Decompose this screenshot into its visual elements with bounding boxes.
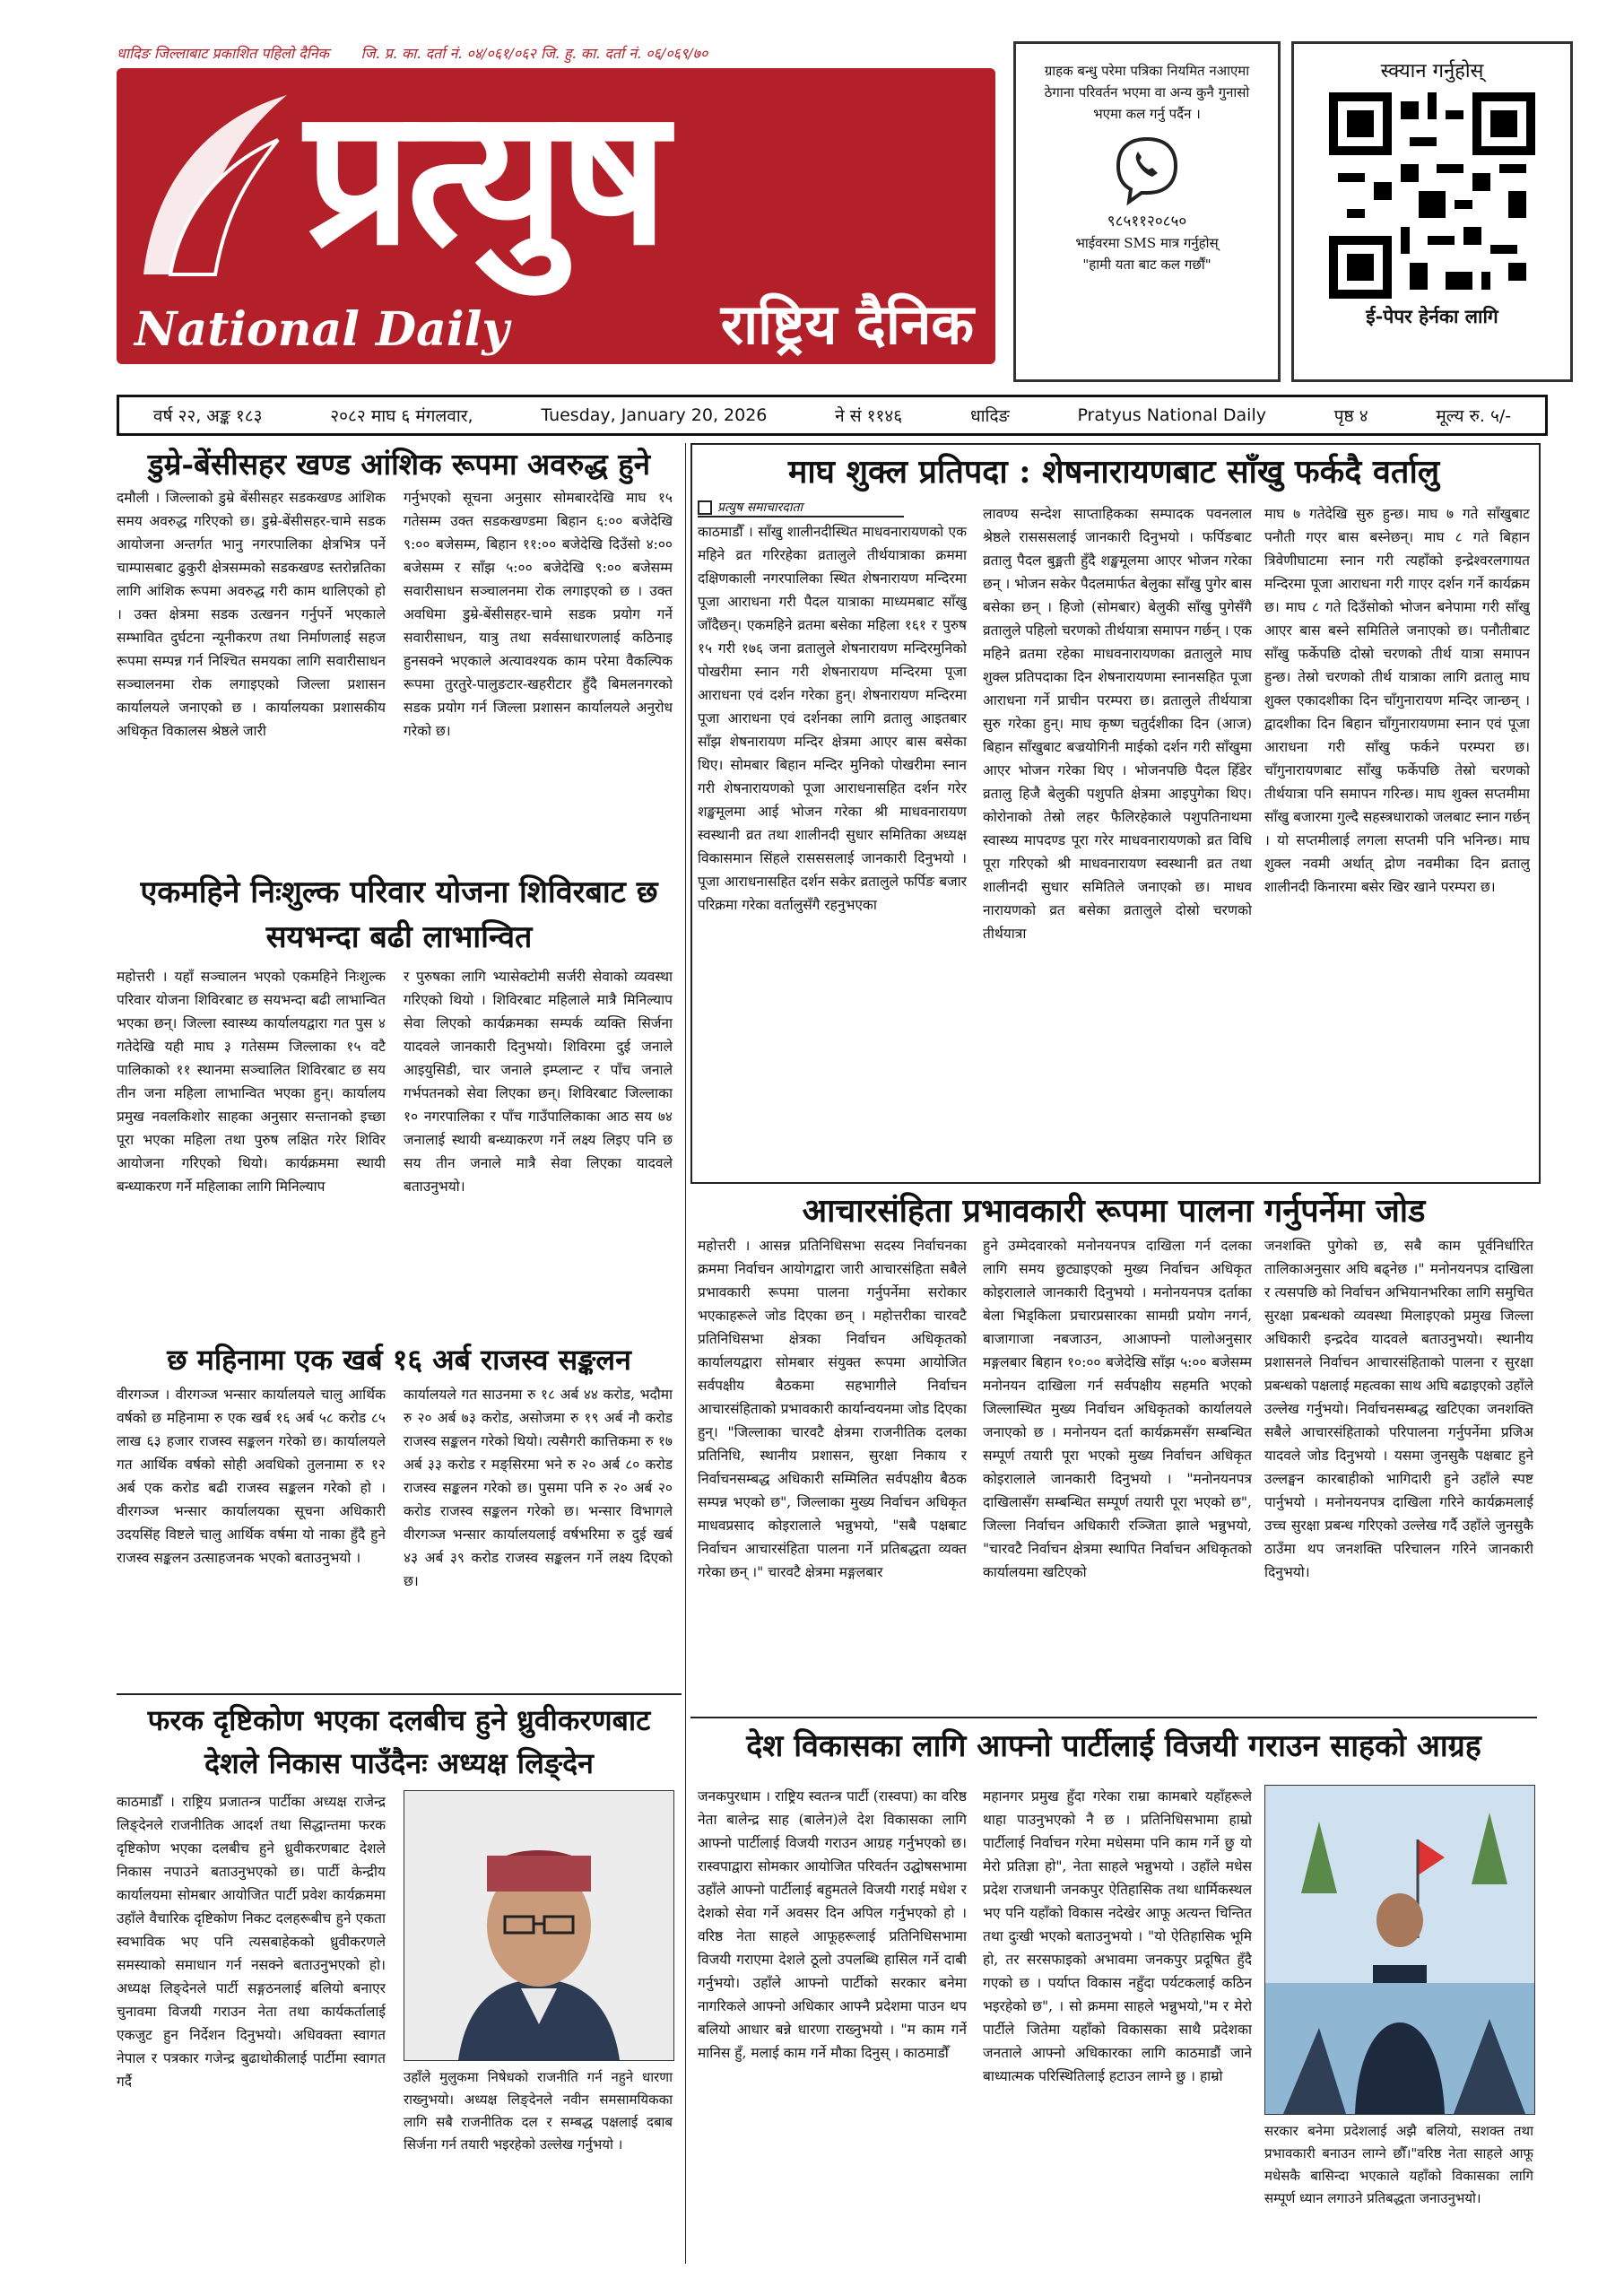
a3-col2: कार्यालयले गत साउनमा रु १८ अर्ब ४४ करोड, भदौमा रु २० अर्ब ७३ करोड, असोजमा रु १९ अर्ब नौ करोड राजस्व सङ्कलन गरेको थियो। त्यसैगरी कात्तिकमा रु १७ अर्ब ३३ करोड र मङ्सिरमा भने रु २० अर्ब ८० करोड राजस्व सङ्कलन गरेको छ। पुसमा पनि रु २० अर्ब २० करोड राजस्व सङ्कलन गरेको छ। भन्सार विभागले वीरगञ्ज भन्सार कार्यालयलाई वर्षभरिमा रु दुई खर्ब ४३ अर्ब ३९ करोड राजस्व सङ्कलन गर्ने लक्ष्य दिएको छ। xyxy=(404,1387,673,1589)
logo-banner xyxy=(117,68,995,364)
notice-phone: ९८५११२०८५० xyxy=(1107,213,1187,230)
a5-byline xyxy=(698,499,904,517)
a7-col2: महानगर प्रमुख हुँदा गरेका राम्रा कामबारे यहाँहरूले थाहा पाउनुभएको नै छ । प्रतिनिधिसभामा हाम्रो पार्टीलाई निर्वाचन गरेमा मधेसमा पनि काम गर्ने छु यो मेरो प्रतिज्ञा हो", नेता साहले भन्नुभयो । उहाँले मधेस प्रदेश राजधानी जनकपुर ऐतिहासिक तथा धार्मिकस्थल भए पनि यहाँको विकास नदेखेर आफू अत्यन्त चिन्तित तथा दुःखी भएको बताउनुभयो । "यो ऐतिहासिक भूमि हो, तर सरसफाइको अभावमा जनकपुर प्रदूषित हुँदै गएको छ । पर्याप्त विकास नहुँदा पर्यटकलाई कठिन भइरहेको छ", । सो क्रममा साहले भन्नुभयो,"म र मेरो पार्टीले जितेमा यहाँको विकासका साथै प्रदेशका जनताले आफ्नो अधिकारका लागि काठमाडौं जाने बाध्यात्मक परिस्थितिलाई हटाउन लाग्ने छु । हाम्रो xyxy=(983,1788,1252,2084)
a7-caption: सरकार बनेमा प्रदेशलाई अझै बलियो, सशक्त तथा प्रभावकारी बनाउन लाग्ने छौँ।"वरिष्ठ नेता साहले आफू मधेसकै बासिन्दा भएकाले यहाँको विकासका लागि सम्पूर्ण ध्यान लगाउने प्रतिबद्धता जनाउनुभयो। xyxy=(1264,2123,1533,2206)
a5-headline: माघ शुक्ल प्रतिपदा : शेषनारायणबाट साँखु फर्कदै वर्तालु xyxy=(787,453,1440,491)
a4-col1: काठमाडौँ । राष्ट्रिय प्रजातन्त्र पार्टीका अध्यक्ष राजेन्द्र लिङ्देनले राजनीतिक आदर्श तथा सिद्धान्तमा फरक दृष्टिकोण भएका दलबीच हुने ध्रुवीकरणबाट देशले निकास नपाउने बताउनुभएको छ। पार्टी केन्द्रीय कार्यालयमा सोमबार आयोजित पार्टी प्रवेश कार्यक्रममा उहाँले वैचारिक दृष्टिकोण निकट दलहरूबीच हुने एकता स्वभाविक भए पनि त्यसबाहेकको ध्रुवीकरणले समस्याको समाधान गर्न नसक्ने बताउनुभएको हो। अध्यक्ष लिङ्देनले पार्टी सङ्गठनलाई बलियो बनाएर चुनावमा विजयी गराउन नेता तथा कार्यकर्तालाई एकजुट हुन निर्देशन दिनुभयो। अधिवक्ता स्वागत नेपाल र पत्रकार गजेन्द्र बुढाथोकीलाई पार्टीमा स्वागत गर्दै xyxy=(117,1794,386,2090)
notice-text: ग्राहक बन्धु परेमा पत्रिका नियमित नआएमा ठेगाना परिवर्तन भएमा वा अन्य कुनै गुनासो भएमा कल गर्नु पर्दैन । xyxy=(1044,63,1250,122)
dateline-paper: Pratyus National Daily xyxy=(1077,405,1266,425)
dateline-volume: वर्ष २२, अङ्क १८३ xyxy=(152,406,263,426)
a7-col1: जनकपुरधाम । राष्ट्रिय स्वतन्त्र पार्टी (रास्वपा) का वरिष्ठ नेता बालेन्द्र साह (बालेन)ले देश विकासका लागि आफ्नो पार्टीलाई विजयी गराउन आग्रह गर्नुभएको छ। रास्वपाद्वारा सोमकार आयोजित परिवर्तन उद्घोषसभामा उहाँले आफ्नो पार्टीलाई बहुमतले विजयी गराई मधेश र देशको सेवा गर्ने अवसर दिन अपिल गर्नुभएको हो । वरिष्ठ नेता साहले आफूहरूलाई प्रतिनिधिसभामा विजयी गराएमा देशले ठूलो उपलब्धि हासिल गर्ने दाबी गर्नुभयो। उहाँले आफ्नो पार्टीको सरकार बनेमा नागरिकले आफ्नो अधिकार आफ्नै प्रदेशमा पाउन थप बलियो आधार बन्ने धारणा राख्नुभयो । "म काम गर्ने मानिस हुँ, मलाई काम गर्ने मौका दिनुस् । काठमाडौँ xyxy=(698,1788,967,2061)
a6-col1: महोत्तरी । आसन्न प्रतिनिधिसभा सदस्य निर्वाचनका क्रममा निर्वाचन आयोगद्वारा जारी आचारसंहिता सबैले प्रभावकारी रूपमा पालना गर्नुपर्नेमा सरोकार भएकाहरूले जोड दिएका छन् । महोत्तरीका चारवटै प्रतिनिधिसभा क्षेत्रका निर्वाचन अधिकृतको कार्यालयद्वारा सोमबार संयुक्त रूपमा आयोजित सर्वपक्षीय बैठकमा सहभागीले निर्वाचन आचारसंहिताको प्रभावकारी कार्यान्वयनमा जोड दिएका हुन्। "जिल्लाका चारवटै क्षेत्रमा राजनीतिक दलका प्रतिनिधि, स्थानीय प्रशासन, सुरक्षा निकाय र निर्वाचनसम्बद्ध अधिकारी सम्मिलित सर्वपक्षीय बैठक सम्पन्न भएको छ", जिल्लाका मुख्य निर्वाचन अधिकृत माधवप्रसाद कोइरालाले भन्नुभयो, "सबै पक्षबाट निर्वाचन आचारसंहिता पालना गर्ने प्रतिबद्धता व्यक्त गरेका छन् ।" चारवटै क्षेत्रमा मङ्गलबार xyxy=(698,1238,967,1580)
a1-col1: दमौली । जिल्लाको डुम्रे बेंसीसहर सडकखण्ड आंशिक समय अवरुद्ध गरिएको छ। डुम्रे-बेंसीसहर-चामे सडक आयोजना अन्तर्गत भानु नगरपालिका क्षेत्रभित्र पर्ने चाम्पासबाट ढुकुरी क्षेत्रसम्मको सडकखण्ड स्तरोन्नतिका लागि आंशिक रूपमा अवरुद्ध गरी काम थालिएको हो । उक्त क्षेत्रमा सडक उत्खनन गर्नुपर्ने भएकाले सम्भावित दुर्घटना न्यूनीकरण तथा निर्माणलाई सहज रूपमा सम्पन्न गर्न निश्चित समयका लागि सवारीसाधन सञ्चालनमा रोक लगाइएको जिल्ला प्रशासन कार्यालयले जनाएको छ । कार्यालयका प्रशासकीय अधिकृत विकालस श्रेष्ठले जारी xyxy=(117,490,386,739)
masthead-logo xyxy=(117,68,995,364)
notice-box xyxy=(1013,41,1281,382)
dateline-date-en: Tuesday, January 20, 2026 xyxy=(541,405,768,425)
a7-photo-rally xyxy=(1264,1785,1535,2115)
a2-col2: र पुरुषका लागि भ्यासेक्टोमी सर्जरी सेवाको व्यवस्था गरिएको थियो । शिविरबाट महिलाले मात्रै मिनिल्याप सेवा लिएको कार्यक्रमका सम्पर्क व्यक्ति सिर्जना यादवले जानकारी दिनुभयो। शिविरमा दुई जनाले आइयुसिडी, चार जनाले इम्प्लान्ट र पाँच जनाले गर्भपतनको सेवा लिएका छन्। शिविरबाट जिल्लाका १० नगरपालिका र पाँच गाउँपालिकाका आठ सय ७४ जनालाई स्थायी बन्ध्याकरण गर्ने लक्ष्य लिइए पनि छ सय तीन जनाले मात्रै सेवा लिएका यादवले बताउनुभयो। xyxy=(404,969,673,1195)
a2-col1: महोत्तरी । यहाँ सञ्चालन भएको एकमहिने निःशुल्क परिवार योजना शिविरबाट छ सयभन्दा बढी लाभान्वित भएका छन्। जिल्ला स्वास्थ्य कार्यालयद्वारा गत पुस ४ गतेदेखि यही माघ ३ गतेसम्म जिल्लाका १५ वटै पालिकाको ११ स्थानमा सञ्चालित शिविरबाट छ सय तीन जना महिला लाभान्वित भएका हुन्। कार्यालय प्रमुख नवलकिशोर साहका अनुसार सन्तानको इच्छा पूरा भएका महिला तथा पुरुष लक्षित गरेर शिविर आयोजना गरिएको थियो। कार्यक्रममा स्थायी बन्ध्याकरण गर्ने महिलाका लागि मिनिल्याप xyxy=(117,969,386,1195)
dateline-page: पृष्ठ ४ xyxy=(1333,406,1368,426)
logo-english: National Daily xyxy=(135,302,509,357)
masthead-tagline-row xyxy=(117,43,995,63)
a6-headline: आचारसंहिता प्रभावकारी रूपमा पालना गर्नुपर्नेमा जोड xyxy=(802,1192,1426,1230)
qr-title: स्क्यान गर्नुहोस् xyxy=(1380,60,1484,83)
a2-headline: एकमहिने निःशुल्क परिवार योजना शिविरबाट छ सयभन्दा बढी लाभान्वित xyxy=(140,874,658,955)
dateline-bar xyxy=(117,395,1548,436)
notice-slogan: "हामी यता बाट कल गर्छौं" xyxy=(1082,257,1211,273)
a5-col1: काठमाडौँ । साँखु शालीनदीस्थित माधवनारायणको एक महिने व्रत गरिरहेका व्रतालुले तीर्थयात्राका क्रममा दक्षिणकाली नगरपालिका स्थित शेषनारायण मन्दिरमा पूजा आराधना गरी पैदल यात्राका माध्यमबाट साँखु जाँदैछन्। एकमहिने व्रतमा बसेका महिला १६१ र पुरुष १५ गरी १७६ जना व्रतालुले शेषनारायण मन्दिरमुनिको पोखरीमा स्नान गरी शेषनारायण मन्दिरमा पूजा आराधना एवं दर्शन गरेका हुन्। शेषनारायण मन्दिरमा पूजा आराधना एवं दर्शनका लागि व्रतालु आइतबार साँझ शेषनारायण मन्दिर क्षेत्रमा आएर बास बसेका थिए। सोमबार बिहान मन्दिर मुनिको पोखरीमा स्नान गरी शेषनारायणको पूजा आराधनासहित दर्शन गरेर शङ्खमूलमा आई भोजन गरेका श्री माधवनारायण स्वस्थानी व्रत तथा शालीनदी सुधार समितिका अध्यक्ष विकासमान सिंहले रासससलाई जानकारी दिनुभयो । पूजा आराधनासहित दर्शन सकेर व्रतालुले फर्पिङ बजार परिक्रमा गरेका वर्तालुसँगै रहनुभएका xyxy=(698,524,967,913)
dateline-nepal-sambat: ने सं ११४६ xyxy=(835,406,903,426)
dateline-date-np: २०८२ माघ ६ मंगलवार, xyxy=(330,406,473,426)
logo-wordmark: प्रत्युष xyxy=(305,68,664,287)
qr-box xyxy=(1291,41,1573,382)
dateline-price: मूल्य रु. ५/- xyxy=(1436,406,1512,426)
qr-code-icon[interactable] xyxy=(1329,92,1535,299)
a3-col1: वीरगञ्ज । वीरगञ्ज भन्सार कार्यालयले चालु आर्थिक वर्षको छ महिनामा रु एक खर्ब १६ अर्ब ५८ करोड ८५ लाख ६३ हजार राजस्व सङ्कलन गरेको छ। कार्यालयले गत आर्थिक वर्षको सोही अवधिको तुलनामा रु १२ अर्ब एक करोड बढी राजस्व सङ्कलन गरेको हो । वीरगञ्ज भन्सार कार्यालयका सूचना अधिकारी उदयसिंह विष्टले चालु आर्थिक वर्षमा यो नाका हुँदै हुने राजस्व सङ्कलन उत्साहजनक भएको बताउनुभयो । xyxy=(117,1387,386,1566)
a5-byline-text: प्रत्युष समाचारदाता xyxy=(717,500,803,515)
a1-col2: गर्नुभएको सूचना अनुसार सोमबारदेखि माघ १५ गतेसम्म उक्त सडकखण्डमा बिहान ६:०० बजेदेखि ९:०० बजेसम्म, बिहान ११:०० बजेदेखि दिउँसो ४:०० बजेसम्म र साँझ ५:०० बजेदेखि ९:०० बजेसम्म सवारीसाधन सञ्चालनमा रोक लगाइएको छ । उक्त अवधिमा डुम्रे-बेंसीसहर-चामे सडक प्रयोग गर्ने सवारीसाधन, यात्रु तथा सर्वसाधारणलाई कठिनाइ हुनसक्ने भएकाले अत्यावश्यक काम परेमा वैकल्पिक रूपमा तुरतुरे-पालुङटार-खहरीटार हुँदै बिमलनगरको सडक प्रयोग गर्न जिल्ला प्रशासन कार्यालयले अनुरोध गरेको छ। xyxy=(404,490,673,739)
viber-phone-icon xyxy=(1111,134,1183,205)
column-divider xyxy=(685,443,686,2264)
portrait-icon xyxy=(404,1791,673,2060)
rally-photo-icon xyxy=(1265,1786,1534,2114)
a6-col3: जनशक्ति पुगेको छ, सबै काम पूर्वनिर्धारित तालिकाअनुसार अघि बढ्नेछ ।" मनोनयनपत्र दाखिला र त्यसपछि को निर्वाचन अभियानभरिका लागि समुचित सुरक्षा प्रबन्धको व्यवस्था मिलाइएको प्रमुख जिल्ला अधिकारी इन्द्रदेव यादवले बताउनुभयो। स्थानीय प्रशासनले निर्वाचन आचारसंहिताको पालना र सुरक्षा प्रबन्धको पक्षलाई महत्वका साथ अघि बढाइएको उहाँले उल्लेख गर्नुभयो। निर्वाचनसम्बद्ध खटिएका जनशक्ति सबैले आचारसंहिताको परिपालना गर्नुपर्नेमा प्रजिअ यादवले जोड दिनुभयो । यसमा जुनसुकै पक्षबाट हुने उल्लङ्घन कारबाहीको भागिदारी हुने उहाँले स्पष्ट पार्नुभयो । मनोनयनपत्र दाखिला गरिने कार्यक्रमलाई उच्च सुरक्षा प्रबन्ध गरिएको उल्लेख गर्दै उहाँले जुनसुकै ठाउँमा थप जनशक्ति परिचालन गरिने जानकारी दिनुभयो। xyxy=(1264,1238,1533,1580)
dateline-location: धादिङ xyxy=(969,406,1010,426)
a4-top-rule xyxy=(117,1693,682,1695)
qr-caption: ई-पेपर हेर्नका लागि xyxy=(1366,305,1498,327)
wing-icon xyxy=(126,86,296,283)
a4-photo-lingden xyxy=(404,1790,674,2061)
notice-viber-note: भाईवरमा SMS मात्र गर्नुहोस् xyxy=(1075,235,1219,251)
a7-top-rule xyxy=(690,1717,1537,1718)
a5-col2: लावण्य सन्देश साप्ताहिकका सम्पादक पवनलाल श्रेष्ठले रासससलाई जानकारी दिनुभयो । फर्पिङबाट व्रतालु पैदल बुङ्मती हुँदै शङ्खमूलमा आएर भोजन गरेका छन् । भोजन सकेर पैदलमार्फत बेलुका साँखु पुगेर बास बसेका छन् । हिजो (सोमबार) बेलुकी साँखु पुगेसँगै व्रतालुले पहिलो चरणको तीर्थयात्रा समापन गर्छन् । एक महिने व्रतमा रहेका माधवनारायणका व्रतालुले माघ शुक्ल प्रतिपदाका दिन शेषनारायणमा स्नानसहित पूजा आराधना गर्ने प्राचीन परम्परा छ। व्रतालुले तीर्थयात्रा सुरु गरेका हुन्। माघ कृष्ण चतुर्दशीका दिन (आज) बिहान साँखुबाट बज्रयोगिनी माईको दर्शन गरी साँखुमा आएर भोजन गरेका थिए । भोजनपछि पैदल हिँडेर व्रतालु हिजै बेलुकी पशुपति क्षेत्रमा आइपुगेका थिए। कोरोनाको तेस्रो लहर फैलिरहेकाले पशुपतिनाथमा स्वास्थ्य मापदण्ड पूरा गरेर माधवनारायणको व्रत विधि पूरा गरिएको श्री माधवनारायण स्वस्थानी व्रत तथा शालीनदी सुधार समितिले जनाएको छ। माधव नारायणको व्रत बसेका व्रतालुले दोस्रो चरणको तीर्थयात्रा xyxy=(983,506,1252,942)
a5-col3: माघ ७ गतेदेखि सुरु हुन्छ। माघ ७ गते साँखुबाट पनौती गएर बास बस्नेछन्। माघ ८ गते बिहान त्रिवेणीघाटमा स्नान गरी त्यहाँको इन्द्रेश्वरलगायत मन्दिरमा पूजा आराधना गरी गाएर दर्शन गर्ने कार्यक्रम छ। माघ ८ गते दिउँसोको भोजन बनेपामा गरी साँखु आएर बास बस्ने समितिले जनाएको छ। पनौतीबाट साँखु फर्केपछि दोस्रो चरणको तीर्थ यात्रा समापन हुन्छ। तेस्रो चरणको तीर्थ यात्राका लागि व्रतालु माघ शुक्ल एकादशीका दिन चाँगुनारायण मन्दिर जान्छन् । द्वादशीका दिन बिहान चाँगुनारायणमा स्नान एवं पूजा आराधना गरी साँखु फर्कने परम्परा छ। चाँगुनारायणबाट साँखु फर्केपछि तेस्रो चरणको तीर्थयात्रा पनि समापन गरिन्छ। माघ शुक्ल सप्तमीमा साँखु बजारमा गुल्दै सहस्त्रधाराको जलबाट स्नान गर्छन् । यो सप्तमीलाई लगला सप्तमी पनि भनिन्छ। माघ शुक्ल नवमी अर्थात् द्रोण नवमीका दिन व्रतालु शालीनदी किनारमा बसेर खिर खाने परम्परा छ। xyxy=(1264,506,1530,895)
a6-col2: हुने उम्मेदवारको मनोनयनपत्र दाखिला गर्न दलका लागि समय छुट्याइएको मुख्य निर्वाचन अधिकृत कोइरालाले जानकारी दिनुभयो । मनोनयनपत्र दर्ताका बेला भिड्किला प्रचारप्रसारका सामग्री प्रयोग नगर्न, बाजागाजा नबजाउन, आआफ्नो पालोअनुसार मङ्गलबार बिहान १०:०० बजेदेखि साँझ ५:०० बजेसम्म मनोनयन दाखिला गर्न सर्वपक्षीय सहमति भएको जिल्लास्थित मुख्य निर्वाचन अधिकृतको कार्यालयले जनाएको छ । मनोनयन दर्ता कार्यक्रमसँग सम्बन्धित सम्पूर्ण तयारी पूरा भएको मुख्य निर्वाचन अधिकृत कोइरालाले जानकारी दिनुभयो । "मनोनयनपत्र दाखिलासँग सम्बन्धित सम्पूर्ण तयारी पूरा भएको छ", जिल्ला निर्वाचन अधिकारी रञ्जिता झाले भन्नुभयो, "चारवटै निर्वाचन क्षेत्रमा स्थापित निर्वाचन अधिकृतको कार्यालयमा खटिएको xyxy=(983,1238,1252,1580)
a4-caption: उहाँले मुलुकमा निषेधको राजनीति गर्न नहुने धारणा राख्नुभयो। अध्यक्ष लिङ्देनले नवीन समसामयिकका लागि सबै राजनीतिक दल र सम्बद्ध पक्षलाई दबाब सिर्जना गर्न तयारी भइरहेको उल्लेख गर्नुभयो । xyxy=(404,2069,673,2152)
masthead-tagline: धादिङ जिल्लाबाट प्रकाशित पहिलो दैनिक xyxy=(117,45,329,62)
a4-headline: फरक दृष्टिकोण भएका दलबीच हुने ध्रुवीकरणबाट देशले निकास पाउँदैनः अध्यक्ष लिङ्देन xyxy=(147,1703,651,1780)
logo-subtitle: राष्ट्रिय दैनिक xyxy=(720,291,974,357)
masthead-registration: जि. प्र. का. दर्ता नं. ०४/०६१/०६२ जि. हु. का. दर्ता नं. ०६/०६९/७० xyxy=(360,45,708,62)
a7-headline: देश विकासका लागि आफ्नो पार्टीलाई विजयी गराउन साहको आग्रह xyxy=(746,1728,1481,1764)
a1-headline: डुम्रे-बेंसीसहर खण्ड आंशिक रूपमा अवरुद्ध हुने xyxy=(147,447,651,482)
byline-square-icon xyxy=(698,500,712,515)
a3-headline: छ महिनामा एक खर्ब १६ अर्ब राजस्व सङ्कलन xyxy=(167,1343,631,1377)
